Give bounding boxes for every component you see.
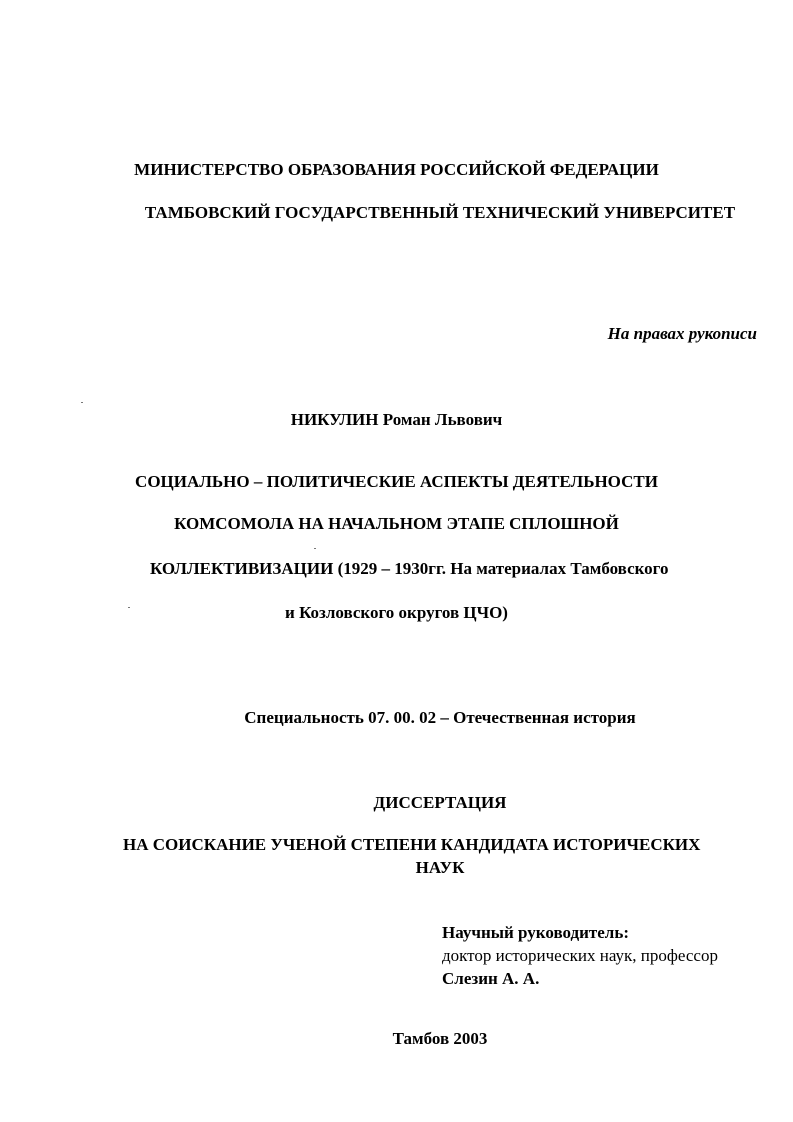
title-line-4: и Козловского округов ЦЧО) xyxy=(285,603,508,622)
supervisor-title: доктор исторических наук, профессор xyxy=(442,946,718,965)
scan-speck xyxy=(81,402,83,403)
university-heading: ТАМБОВСКИЙ ГОСУДАРСТВЕННЫЙ ТЕХНИЧЕСКИЙ УНИВЕРСИТЕТ xyxy=(144,203,736,222)
ministry-heading: МИНИСТЕРСТВО ОБРАЗОВАНИЯ РОССИЙСКОЙ ФЕДЕРАЦИИ xyxy=(134,160,659,179)
degree-line-2: НАУК xyxy=(415,858,465,877)
author-name xyxy=(0,410,793,430)
title-line-1: СОЦИАЛЬНО – ПОЛИТИЧЕСКИЕ АСПЕКТЫ ДЕЯТЕЛЬНОСТИ xyxy=(135,472,658,491)
scan-speck xyxy=(314,548,316,549)
document-type: ДИССЕРТАЦИЯ xyxy=(373,793,507,812)
specialty: Специальность 07. 00. 02 – Отечественная история xyxy=(244,708,636,727)
title-line-3: КОЛЛЕКТИВИЗАЦИИ (1929 – 1930гг. На материалах Тамбовского xyxy=(150,559,669,578)
author-given-names: Роман Львович xyxy=(382,410,503,429)
title-line-2: КОМСОМОЛА НА НАЧАЛЬНОМ ЭТАПЕ СПЛОШНОЙ xyxy=(174,514,619,533)
scan-speck xyxy=(128,607,130,608)
supervisor-label: Научный руководитель: xyxy=(442,923,629,942)
manuscript-note: На правах рукописи xyxy=(607,324,757,343)
place-and-year: Тамбов 2003 xyxy=(392,1029,488,1048)
degree-line-1: НА СОИСКАНИЕ УЧЕНОЙ СТЕПЕНИ КАНДИДАТА ИСТОРИЧЕСКИХ xyxy=(123,835,701,854)
supervisor-name: Слезин А. А. xyxy=(442,969,540,988)
author-surname: НИКУЛИН xyxy=(290,410,379,429)
